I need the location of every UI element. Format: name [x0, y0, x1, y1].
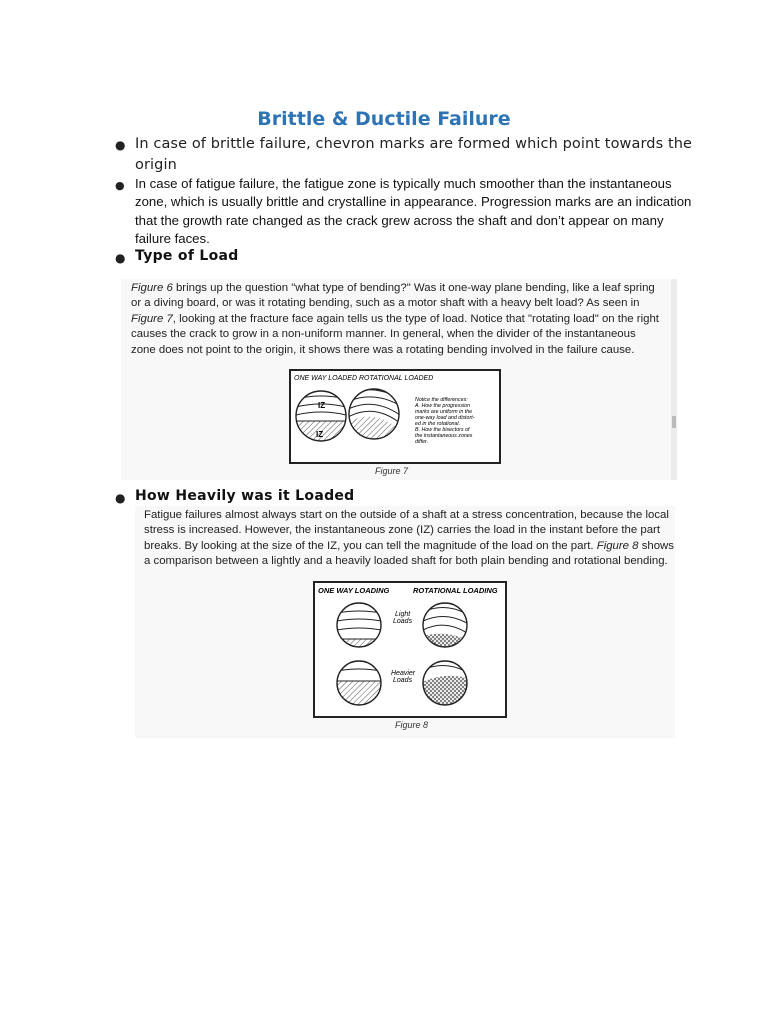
figure7-diagram — [289, 369, 501, 464]
svg-text:B. How the bisectors of: B. How the bisectors of — [415, 427, 470, 433]
label-iz-top: IZ — [318, 401, 326, 410]
label-heavier: Heavier — [391, 670, 416, 677]
svg-text:marks are uniform in the: marks are uniform in the — [415, 409, 473, 415]
heading-how-heavily-loaded: How Heavily was it Loaded — [135, 488, 355, 504]
svg-text:A. How the progression: A. How the progression — [415, 403, 471, 409]
figure7-notes — [414, 397, 475, 445]
scrollbar[interactable] — [671, 279, 677, 480]
label-iz-bottom: IZ — [316, 430, 324, 439]
heading-type-of-load: Type of Load — [135, 248, 239, 264]
figure8-header-left: ONE WAY LOADING — [318, 586, 390, 595]
bullet-dot: ● — [115, 491, 126, 505]
svg-text:one-way load and distort-: one-way load and distort- — [415, 415, 475, 421]
bullet-text-brittle: In case of brittle failure, chevron marks are formed which point towards the origin — [135, 136, 693, 173]
figure7-caption: Figure 7 — [375, 466, 409, 476]
figure8-caption: Figure 8 — [395, 720, 429, 730]
svg-text:ed in the rotational.: ed in the rotational. — [415, 421, 461, 427]
figure8-header-right: ROTATIONAL LOADING — [413, 586, 498, 595]
bullet-dot: ● — [115, 138, 126, 152]
scrollbar-thumb[interactable] — [672, 416, 676, 428]
bullet-text-fatigue: In case of fatigue failure, the fatigue zone is typically much smoother than the instantaneous zone, which is usually brittle and crystalline in appearance. Progression marks are an indication that the growth rate changed as the crack grew across the shaft and don’t appear on many failure faces. — [135, 176, 692, 247]
figure7-paragraph: Figure 6 brings up the question "what type of bending?" Was it one-way plane bending, like a leaf spring or a diving board, or was it rotating bending, such as a motor shaft with a heavy belt load? As seen in Figure 7, looking at the fracture face again tells us the type of load. Notice that "rotating load" on the right causes the crack to grow in a non-uniform manner. In general, when the divider of the instantaneous zone does not point to the origin, it shows there was a rotating bending involved in the failure cause. — [131, 282, 659, 356]
label-loads: Loads — [393, 677, 413, 684]
bullet-dot: ● — [115, 179, 125, 192]
page-title: Brittle & Ductile Failure — [257, 108, 511, 130]
figure8-diagram — [313, 581, 507, 718]
label-light: Light — [395, 611, 411, 618]
figure7-header: ONE WAY LOADED ROTATIONAL LOADED — [294, 375, 434, 382]
svg-text:the instantaneous zones: the instantaneous zones — [415, 433, 473, 439]
figure8-paragraph: Fatigue failures almost always start on the outside of a shaft at a stress concentration, because the local stress is increased. However, the instantaneous zone (IZ) carries the load in the instant before the part breaks. By looking at the size of the IZ, you can tell the magnitude of the load on the part. Figure 8 shows a comparison between a lightly and a heavily loaded shaft for both plain bending and rotational bending. — [144, 509, 674, 568]
bullet-dot: ● — [115, 251, 126, 265]
label-loads: Loads — [393, 618, 413, 625]
svg-text:Notice the differences:: Notice the differences: — [415, 397, 468, 403]
svg-text:differ.: differ. — [415, 439, 429, 445]
